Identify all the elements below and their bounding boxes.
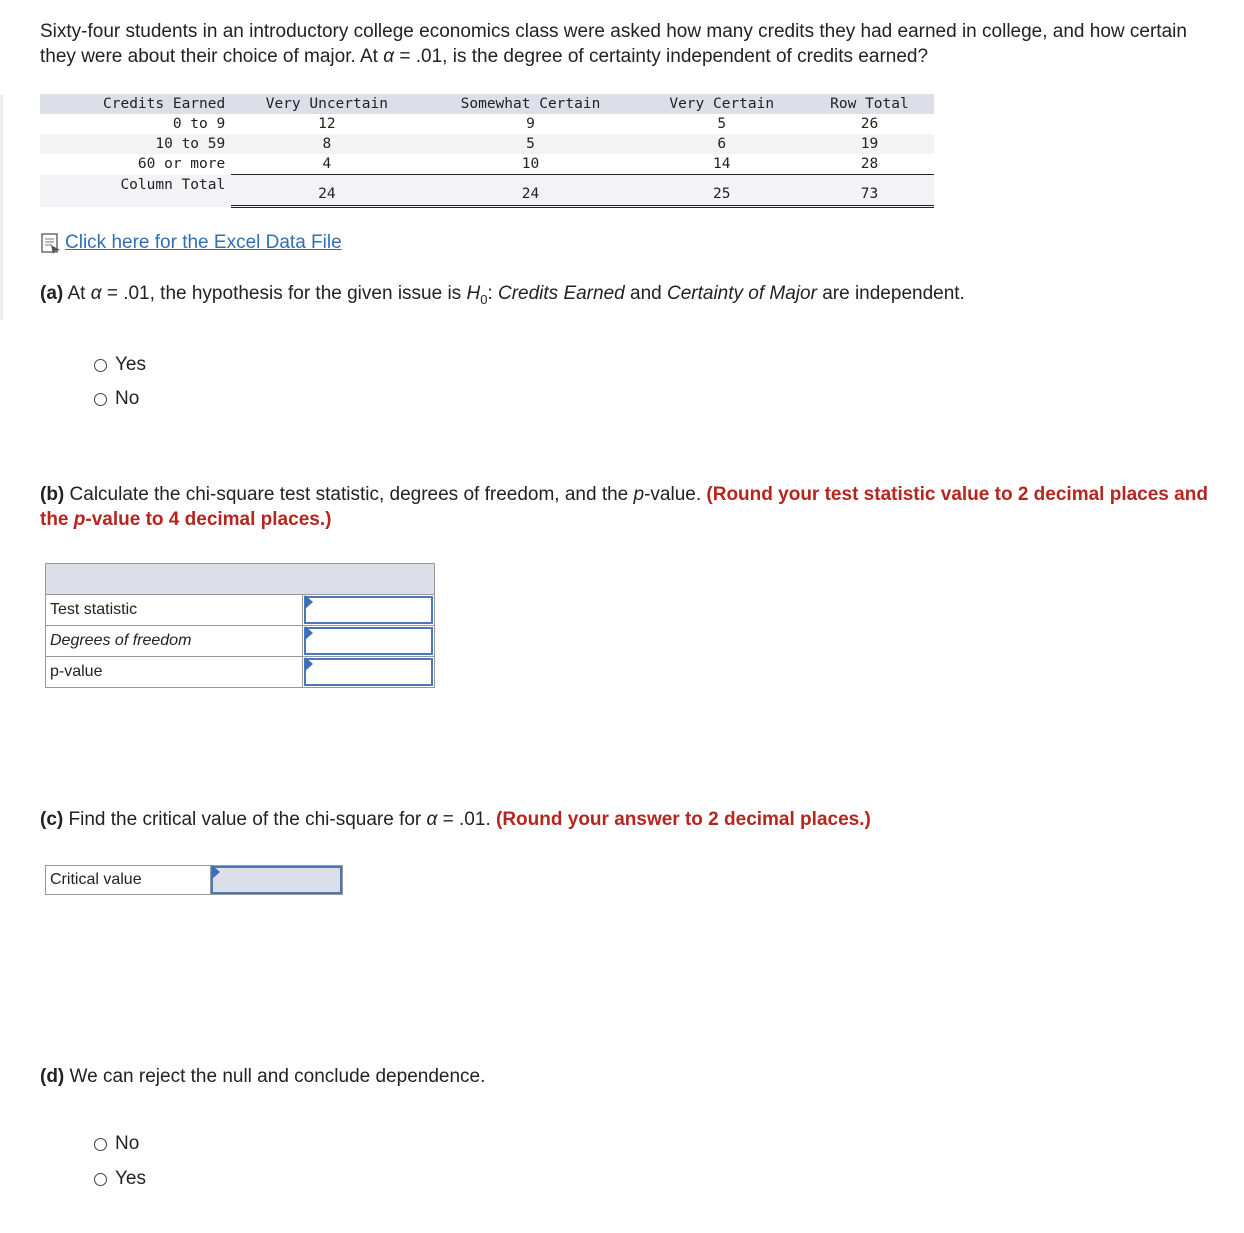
test-statistic-label: Test statistic bbox=[46, 595, 303, 625]
p-value-label: p-value bbox=[46, 657, 303, 687]
left-margin-bar bbox=[0, 95, 3, 320]
cell: 28 bbox=[805, 154, 934, 175]
header-very-uncertain: Very Uncertain bbox=[231, 94, 422, 114]
total-row bbox=[40, 175, 934, 207]
p-value-input-box[interactable] bbox=[304, 658, 433, 686]
answer-table-header bbox=[46, 564, 434, 595]
header-row-total: Row Total bbox=[805, 94, 934, 114]
question-b: (b) Calculate the chi-square test statistic, degrees of freedom, and the p-value. (Round your test statistic value to 2 decimal places and the p-value to 4 decimal places.) bbox=[40, 484, 1208, 530]
degrees-of-freedom-input-box[interactable] bbox=[304, 627, 433, 655]
critical-value-row bbox=[45, 865, 343, 895]
excel-file-icon[interactable] bbox=[40, 232, 62, 254]
test-statistic-input-box[interactable] bbox=[304, 596, 433, 624]
answer-table-b bbox=[45, 563, 435, 688]
alpha-symbol: α bbox=[383, 46, 395, 67]
table-row bbox=[40, 154, 934, 175]
cell: 25 bbox=[639, 175, 805, 207]
question-d: (d) We can reject the null and conclude dependence. bbox=[40, 1066, 486, 1087]
cell: 5 bbox=[717, 116, 727, 132]
critical-value-input-box[interactable] bbox=[211, 866, 342, 894]
header-credits-earned: Credits Earned bbox=[40, 94, 231, 114]
cell: 4 bbox=[231, 154, 422, 175]
cell: 24 bbox=[231, 175, 422, 207]
cell: 73 bbox=[805, 175, 934, 207]
cell: 9 bbox=[526, 116, 535, 132]
radio-circle[interactable] bbox=[94, 1138, 107, 1151]
radio-circle[interactable] bbox=[94, 393, 107, 406]
answer-row bbox=[46, 595, 434, 626]
question-a: (a) At α = .01, the hypothesis for the given issue is $H_0$: Credits Earned and Certainty of Major are independent. bbox=[40, 283, 965, 307]
excel-link-row bbox=[40, 232, 342, 254]
contingency-table bbox=[40, 94, 934, 208]
cell: 14 bbox=[639, 154, 805, 175]
header-very-certain: Very Certain bbox=[639, 94, 805, 114]
row-label: 0 to 9 bbox=[172, 116, 226, 132]
question-c: (c) Find the critical value of the chi-square for α = .01. (Round your answer to 2 decimal places.) bbox=[40, 809, 871, 830]
test-statistic-input[interactable] bbox=[306, 598, 435, 624]
cell: 10 bbox=[422, 154, 638, 175]
cell: 12 bbox=[318, 116, 336, 132]
radio-a-yes[interactable]: Yes bbox=[94, 354, 146, 376]
cell: 24 bbox=[422, 175, 638, 207]
cell: 8 bbox=[231, 134, 422, 154]
degrees-of-freedom-input[interactable] bbox=[306, 629, 435, 655]
table-row bbox=[40, 134, 934, 154]
cell: 26 bbox=[860, 116, 879, 132]
row-label: 60 or more bbox=[137, 156, 226, 173]
radio-a-no[interactable]: No bbox=[94, 388, 139, 410]
answer-row bbox=[46, 657, 434, 687]
cell: 5 bbox=[422, 134, 638, 154]
row-label: 10 to 59 bbox=[40, 134, 231, 154]
critical-value-input[interactable] bbox=[213, 868, 344, 894]
excel-data-link[interactable]: Click here for the Excel Data File bbox=[65, 232, 342, 253]
table-row bbox=[40, 114, 934, 134]
degrees-of-freedom-label: Degrees of freedom bbox=[46, 626, 303, 656]
problem-statement: Sixty-four students in an introductory college economics class were asked how many credits they had earned in college, and how certain they were about their choice of major. At α = .01, is the degree of certainty independent of credits earned? bbox=[40, 21, 1187, 67]
radio-d-no[interactable]: No bbox=[94, 1133, 139, 1155]
header-somewhat-certain: Somewhat Certain bbox=[422, 94, 638, 114]
critical-value-label: Critical value bbox=[46, 866, 211, 894]
radio-circle[interactable] bbox=[94, 1173, 107, 1186]
p-value-input[interactable] bbox=[306, 660, 435, 686]
radio-circle[interactable] bbox=[94, 359, 107, 372]
radio-d-yes[interactable]: Yes bbox=[94, 1168, 146, 1190]
row-label: Column Total bbox=[40, 175, 231, 207]
answer-row bbox=[46, 626, 434, 657]
cell: 19 bbox=[805, 134, 934, 154]
cell: 6 bbox=[639, 134, 805, 154]
